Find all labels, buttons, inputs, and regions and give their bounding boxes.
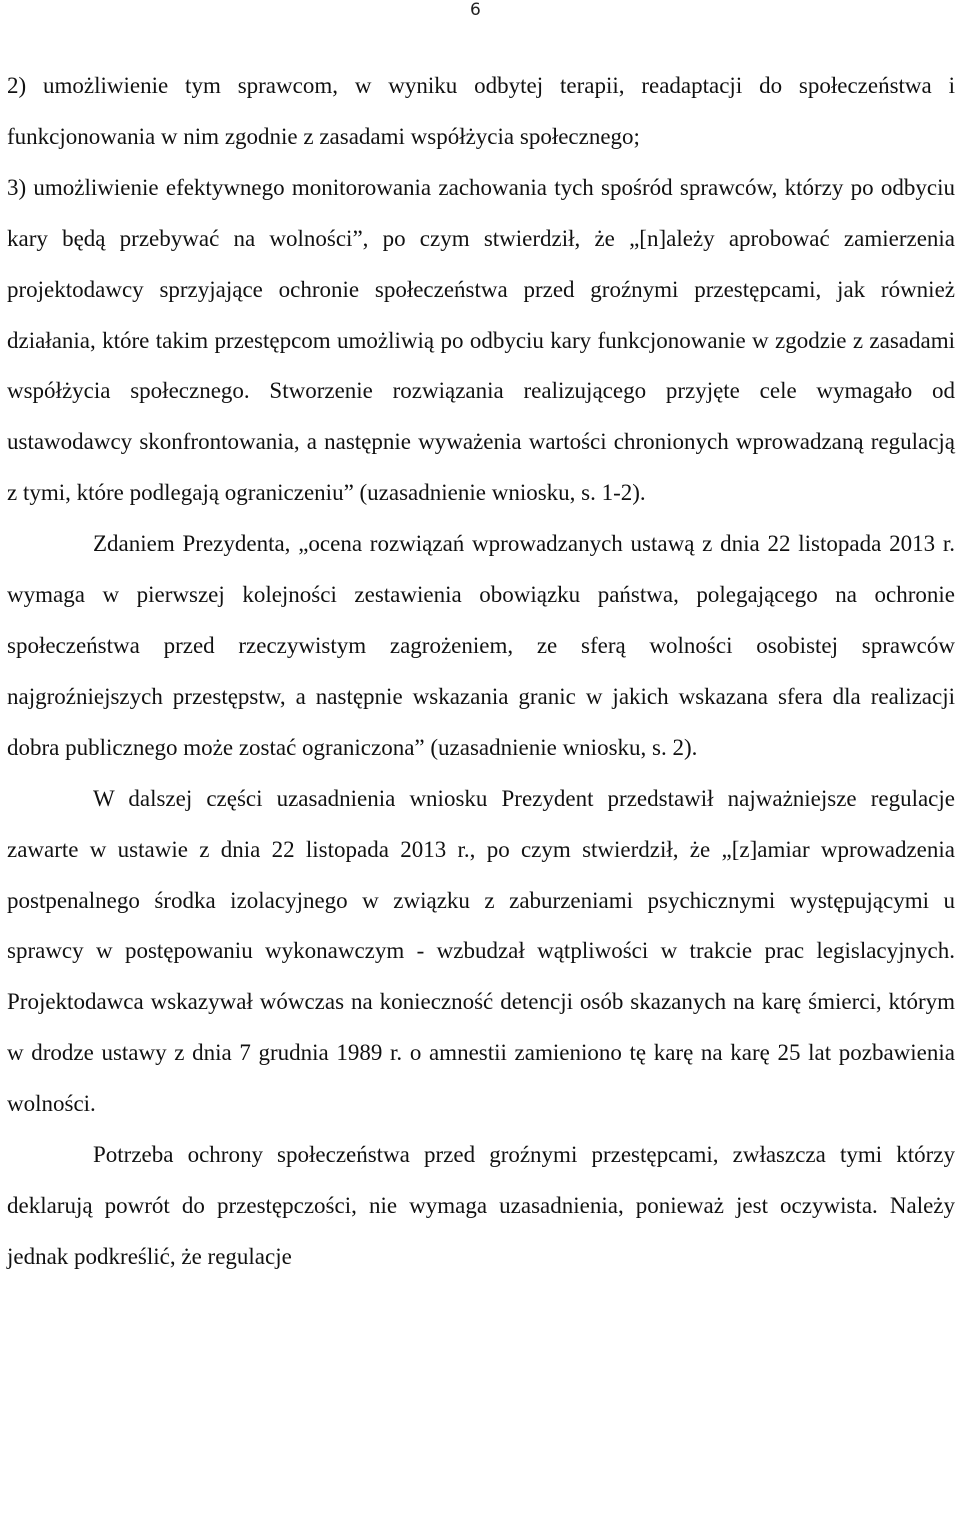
paragraph-point-3: 3) umożliwienie efektywnego monitorowania zachowania tych spośród sprawców, którzy po odbyciu kary będą przebywać na wolności”, po czym stwierdził, że „[n]ależy aprobować zamierzenia projektodawcy sprzyjające ochronie społeczeństwa przed groźnymi przestępcami, jak również działania, które takim przestępcom umożliwią po odbyciu kary funkcjonowanie w zgodzie z zasadami współżycia społecznego. Stworzenie rozwiązania realizującego przyjęte cele wymagało od ustawodawcy skonfrontowania, a następnie wyważenia wartości chronionych wprowadzaną regulacją z tymi, które podlegają ograniczeniu” (uzasadnienie wniosku, s. 1-2). [7,174,955,506]
page-number: 6 [470,0,481,20]
paragraph-point-2: 2) umożliwienie tym sprawcom, w wyniku odbytej terapii, readaptacji do społeczeństwa i funkcjonowania w nim zgodnie z zasadami współżycia społecznego; [7,73,955,149]
document-body [7,61,955,1283]
paragraph-need-for-protection: Potrzeba ochrony społeczeństwa przed groźnymi przestępcami, zwłaszcza tymi którzy deklarują powrót do przestępczości, nie wymaga uzasadnienia, ponieważ jest oczywista. Należy jednak podkreślić, że regulacje [7,1142,955,1269]
paragraph-president-opinion: Zdaniem Prezydenta, „ocena rozwiązań wprowadzanych ustawą z dnia 22 listopada 2013 r. wymaga w pierwszej kolejności zestawienia obowiązku państwa, polegającego na ochronie społeczeństwa przed rzeczywistym zagrożeniem, ze sferą wolności osobistej sprawców najgroźniejszych przestępstw, a następnie wskazania granic w jakich wskazana sfera dla realizacji dobra publicznego może zostać ograniczona” (uzasadnienie wniosku, s. 2). [7,531,955,760]
paragraph-further-justification: W dalszej części uzasadnienia wniosku Prezydent przedstawił najważniejsze regulacje zawarte w ustawie z dnia 22 listopada 2013 r., po czym stwierdził, że „[z]amiar wprowadzenia postpenalnego środka izolacyjnego w związku z zaburzeniami psychicznymi występującymi u sprawcy w postępowaniu wykonawczym - wzbudzał wątpliwości w trakcie prac legislacyjnych. Projektodawca wskazywał wówczas na konieczność detencji osób skazanych na karę śmierci, którym w drodze ustawy z dnia 7 grudnia 1989 r. o amnestii zamieniono tę karę na karę 25 lat pozbawienia wolności. [7,785,955,1117]
